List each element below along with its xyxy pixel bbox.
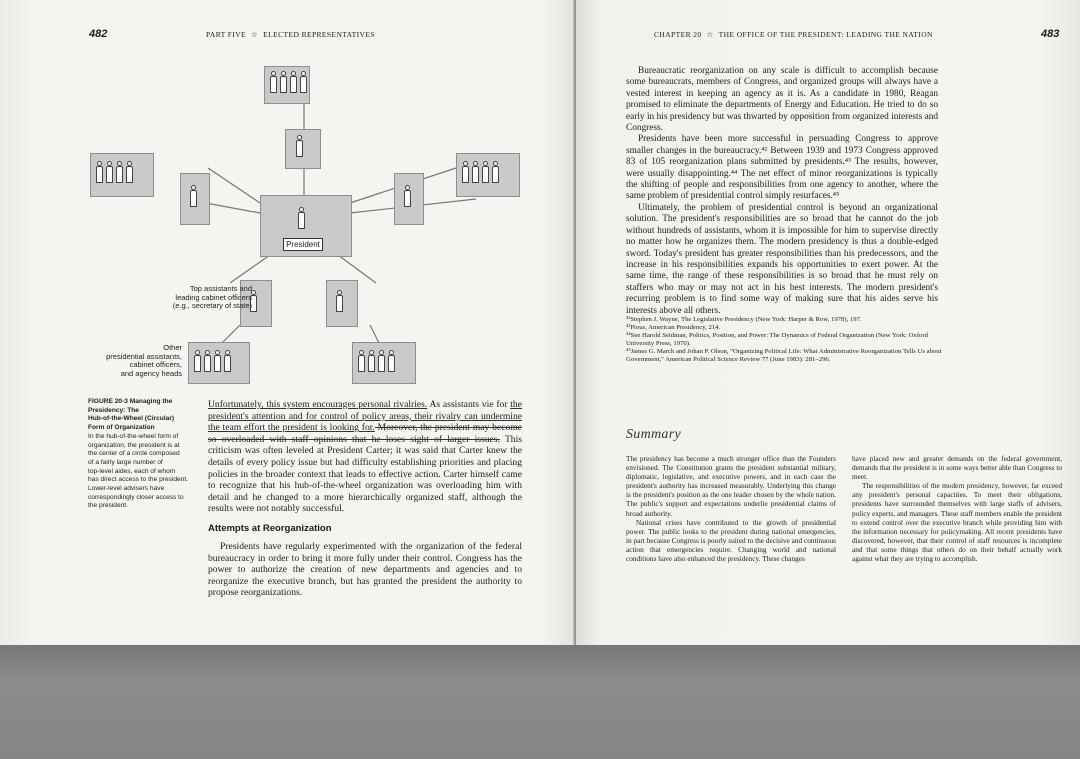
label-other-assistants: Other presidential assistants, cabinet officers, and agency heads [106,343,182,378]
star-icon: ☆ [251,30,259,39]
left-page [0,0,576,645]
president-icon [298,207,305,229]
footnote: ⁴³Pious, American Presidency, 214. [626,324,721,332]
scan-background [0,645,1080,759]
hub-of-wheel-diagram [80,55,560,390]
footnote: ⁴⁵James G. March and Johan P. Olson, "Organizing Political Life: What Administrative Reorganization Tells Us about Government," American Political Science Review 77 (June 1983): 281–296. [626,348,942,364]
page-number-right: 483 [1041,28,1060,40]
person-icon [404,185,411,207]
person-icon [388,350,395,372]
person-icon [482,161,489,183]
footnote: ⁴²Stephen J. Wayne, The Legislative Presidency (New York: Harper & Row, 1978), 197. [626,316,862,323]
person-icon [492,161,499,183]
person-icon [462,161,469,183]
paragraph-reorganization: Presidents have regularly experimented with the organization of the federal bureaucracy in order to bring it more fully under their control. Congress has the power to authorize the creation of new departments and agencies and to reorganize the executive branch, but has granted the president the authority to propose reorganizations. [208,541,522,599]
running-head-right [654,30,933,39]
person-icon [204,350,211,372]
caption-title: FIGURE 20-3 Managing the Presidency: The Hub-of-the-Wheel (Circular) Form of Organization [88,398,175,432]
person-icon [126,161,133,183]
paragraph: Presidents have been more successful in persuading Congress to approve smaller changes in the bureaucracy.⁴² Between 1939 and 1973 Congress approved 83 of 105 reorganization plans submitted by presidents.⁴³ The results, however, were usually disappointing.⁴⁴ The net effect of minor reorganizations is typically the shifting of people and responsibilities from one agency to another, where the same problem of presidential control simply resurfaces.⁴⁵ [626,134,938,202]
paragraph-rivalries: Unfortunately, this system encourages personal rivalries. As assistants vie for the president's attention and for control of policy areas, their rivalry can undermine the team effort the president is looking for. Moreover, the president may become so overloaded with staff opinions that he loses sight of larger issues. This criticism was often leveled at President Carter; it was said that Carter knew the details of every policy issue but had difficulty establishing priorities and placing policies in the broader context that leads to effective action. Carter himself came to recognize that his hub-of-the-wheel organization was overloading him with detail and he changed to a more hierarchically organized staff, although the results were not notably successful. [208,399,523,515]
assistant-box [285,129,321,169]
running-head-title: THE OFFICE OF THE PRESIDENT: LEADING THE NATION [718,30,933,39]
summary-column-2: have placed new and greater demands on the federal government, demands that the president is in some ways better able than Congress to meet. The responsibilities of the modern presidency, however, far exceed any president's personal capacities. To meet their obligations, presidents have surrounded themselves with large staffs of advisers, policy experts, and managers. These staff members enable the president to extend control over the executive branch while providing him with the information necessary for policymaking. All recent presidents have discovered, however, that their control of staff resources is incomplete and that some things that others do on their behalf actually work against what they are trying to accomplish. [852,454,1062,564]
person-icon [300,71,307,93]
running-head-chapter: CHAPTER 20 [654,30,702,39]
label-top-assistants: Top assistants and leading cabinet officers (e.g., secretary of state) [172,284,252,310]
person-icon [116,161,123,183]
running-head-part: PART FIVE [206,30,247,39]
running-head-left [206,30,375,39]
person-icon [378,350,385,372]
running-head-title: ELECTED REPRESENTATIVES [263,30,375,39]
footnotes [626,316,948,365]
person-icon [472,161,479,183]
person-icon [290,71,297,93]
summary-heading: Summary [626,427,681,442]
person-icon [214,350,221,372]
person-icon [106,161,113,183]
section-heading: Attempts at Reorganization [208,523,332,534]
figure-caption [88,398,206,511]
person-icon [358,350,365,372]
paragraph: Bureaucratic reorganization on any scale is difficult to accomplish because some bureaucrats, members of Congress, and organized groups will always have a vested interest in keeping an agency as it is. As a candidate in 1980, Reagan promised to eliminate the departments of Energy and Education. He tried to do so early in his presidency but was thwarted by opposition from organized interests and Congress. [626,66,938,134]
person-icon [280,71,287,93]
right-body [626,66,938,317]
summary-column-1: The presidency has become a much stronger office than the Founders envisioned. The Constitution grants the president substantial military, diplomatic, legislative, and executive powers, and in each case the president's authority has increased measurably. Underlying this change is the president's position as the one leader chosen by the whole nation. The public's support and expectations underlie presidential claims of broad authority. National crises have contributed to the growth of presidential power. The public looks to the president during national emergencies, in part because Congress is poorly suited to the decisive and continuous action that emergencies require. Changing world and national conditions have also enhanced the presidency. These changes [626,454,836,564]
person-icon [336,290,343,312]
person-icon [194,350,201,372]
caption-body: In the hub-of-the-wheel form of organization, the president is at the center of a circle composed of a fairly large number of top-level aides, each of whom has direct access to the president. Lower-level advisers have correspondingly closer access to the president. [88,432,189,510]
page-number-left: 482 [89,28,108,40]
footnote: ⁴⁴See Harold Seidman, Politics, Position, and Power: The Dynamics of Federal Organization (New York: Oxford University Press, 1970). [626,332,928,348]
person-icon [96,161,103,183]
person-icon [190,185,197,207]
person-icon [368,350,375,372]
person-icon [296,135,303,157]
star-icon: ☆ [706,30,714,39]
person-icon [224,350,231,372]
paragraph: Ultimately, the problem of presidential control is beyond an organizational solution. The president's responsibilities are so broad that he cannot do the job without hundreds of assistants, whom it is impossible for him to supervise directly no matter how he organizes them. The modern presidency is thus a double-edged sword. Today's president has greater responsibilities than his predecessors, and the increase in his responsibilities expands his opportunities to exert power. At the same time, the range of these responsibilities is so broad that he must rely on staffers who may or may not act in his best interests. The modern president's recurring problem is to find some way of making sure that his aides serve his interests above all others. [626,202,938,316]
president-label: President [283,238,323,251]
person-icon [270,71,277,93]
